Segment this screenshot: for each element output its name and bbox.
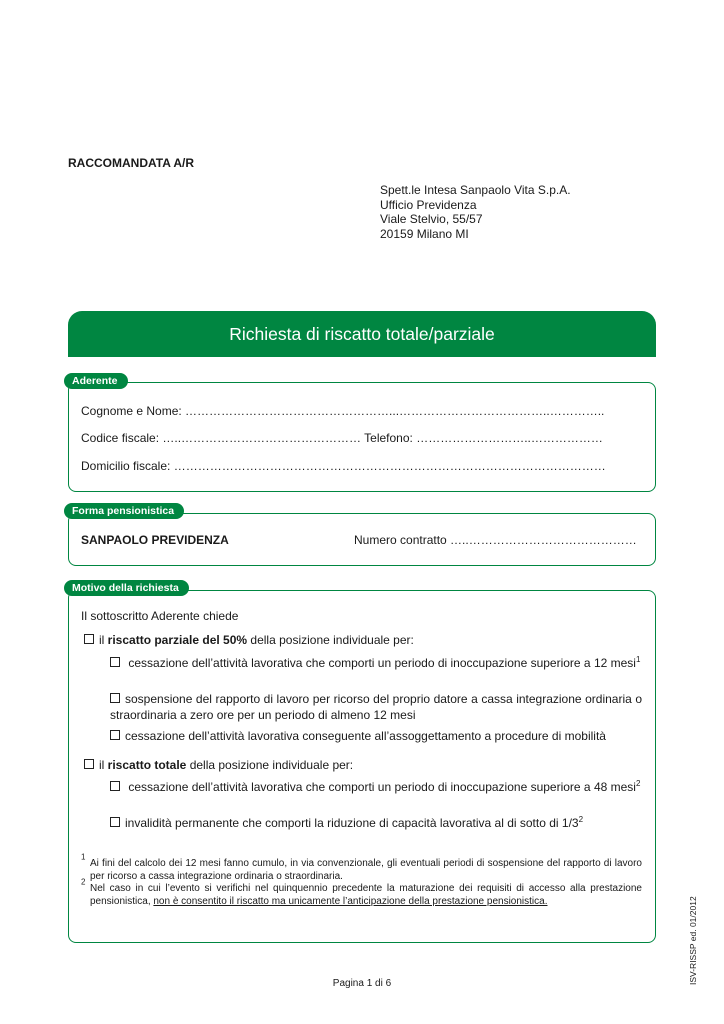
- partial-reason-3[interactable]: cessazione dell’attività lavorativa conseguente all’assoggettamento a procedure di mobilità: [110, 729, 650, 745]
- address-line: Spett.le Intesa Sanpaolo Vita S.p.A.: [380, 183, 571, 197]
- address-line: Ufficio Previdenza: [380, 197, 477, 212]
- contract-number-field[interactable]: Numero contratto …..……………………………………: [354, 533, 637, 547]
- checkbox[interactable]: [84, 634, 94, 644]
- codice-telefono-field[interactable]: Codice fiscale: …..……………………………………… Telefono: ………………………..………………: [81, 431, 603, 445]
- checkbox[interactable]: [110, 693, 120, 703]
- intro-text: Il sottoscritto Aderente chiede: [81, 609, 239, 623]
- plan-name: SANPAOLO PREVIDENZA: [81, 533, 229, 547]
- checkbox[interactable]: [110, 657, 120, 667]
- checkbox[interactable]: [110, 817, 120, 827]
- footnote-2: $^2$ Nel caso in cui l’evento si verifichi nel quinquennio precedente la maturazione dei requisiti di accesso alla prestazione pensionistica, non è consentito il riscatto ma unicamente l’anticipazione della prestazione pensionistica.: [81, 877, 642, 907]
- partial-reason-1[interactable]: cessazione dell’attività lavorativa che comporti un periodo di inoccupazione superiore a 12 mesi$^1$: [110, 656, 642, 672]
- motivo-tab: Motivo della richiesta: [64, 580, 189, 596]
- aderente-tab: Aderente: [64, 373, 128, 389]
- forma-tab: Forma pensionistica: [64, 503, 184, 519]
- document-code: ISV-RISSP ed. 01/2012: [688, 896, 698, 985]
- checkbox[interactable]: [84, 759, 94, 769]
- form-title-bar: [68, 311, 656, 357]
- total-reason-2[interactable]: invalidità permanente che comporti la riduzione di capacità lavorativa al di sotto di $1/3^2$: [110, 816, 650, 832]
- total-redemption-option[interactable]: il riscatto totale della posizione individuale per:: [84, 758, 353, 772]
- registered-mail-label: RACCOMANDATA A/R: [68, 156, 194, 170]
- recipient-address: [380, 183, 571, 241]
- domicilio-field[interactable]: Domicilio fiscale: ………………………………………………………………………………………………: [81, 459, 606, 473]
- footnote-1: $^1$ Ai fini del calcolo dei 12 mesi fanno cumulo, in via convenzionale, gli eventuali periodi di sospensione del rapporto di lavoro per ricorso a cassa integrazione ordinaria o straordinaria.: [81, 852, 642, 882]
- address-line: Viale Stelvio, 55/57: [380, 212, 483, 227]
- total-reason-1[interactable]: cessazione dell’attività lavorativa che comporti un periodo di inoccupazione superiore a 48 mesi$^2$: [110, 780, 642, 796]
- cognome-field[interactable]: Cognome e Nome: ……………………………………………...………………………………..…………..: [81, 404, 605, 418]
- checkbox[interactable]: [110, 730, 120, 740]
- partial-reason-2[interactable]: sospensione del rapporto di lavoro per ricorso del proprio datore a cassa integrazione ordinaria o straordinaria a zero ore per un periodo di almeno 12 mesi: [110, 692, 642, 722]
- partial-redemption-option[interactable]: il riscatto parziale del 50% della posizione individuale per:: [84, 633, 414, 647]
- checkbox[interactable]: [110, 781, 120, 791]
- form-title: Richiesta di riscatto totale/parziale: [229, 323, 495, 344]
- page-number: Pagina 1 di 6: [332, 978, 392, 989]
- address-line: 20159 Milano MI: [380, 226, 469, 241]
